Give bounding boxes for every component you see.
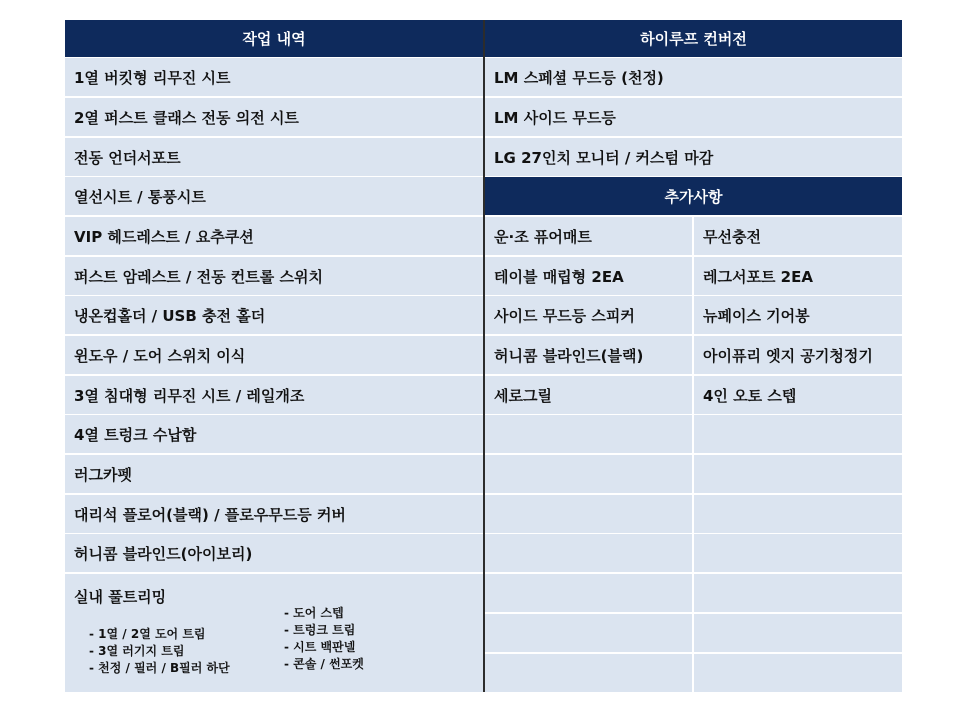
extra-item: 뉴페이스 기어봉 — [694, 296, 902, 334]
extra-item: 4인 오토 스텝 — [694, 376, 902, 414]
extra-item: 운·조 퓨어매트 — [485, 217, 692, 255]
trim-details-right — [284, 605, 364, 673]
trim-title: 실내 풀트리밍 — [74, 588, 167, 606]
work-item-7: 냉온컵홀더 / USB 충전 홀더 — [65, 296, 483, 334]
empty-cell — [485, 455, 692, 493]
empty-cell — [694, 614, 902, 652]
conversion-item-3: LG 27인치 모니터 / 커스텀 마감 — [485, 138, 902, 176]
work-item-9: 3열 침대형 리무진 시트 / 레일개조 — [65, 376, 483, 414]
empty-cell — [485, 534, 692, 572]
work-item-11: 러그카펫 — [65, 455, 483, 493]
trim-detail: - 1열 / 2열 도어 트림 — [89, 627, 206, 641]
work-item-12: 대리석 플로어(블랙) / 플로우무드등 커버 — [65, 495, 483, 533]
header-extras: 추가사항 — [485, 177, 902, 215]
extra-item: 세로그릴 — [485, 376, 692, 414]
extra-item: 레그서포트 2EA — [694, 257, 902, 295]
trim-detail: - 도어 스텝 — [284, 606, 344, 620]
empty-cell — [485, 614, 692, 652]
work-item-2: 2열 퍼스트 클래스 전동 의전 시트 — [65, 98, 483, 136]
work-item-3: 전동 언더서포트 — [65, 138, 483, 176]
header-conversion: 하이루프 컨버전 — [485, 20, 902, 57]
extra-item: 테이블 매립형 2EA — [485, 257, 692, 295]
trim-detail: - 시트 백판넬 — [284, 640, 356, 654]
trim-detail: - 천정 / 필러 / B필러 하단 — [89, 661, 230, 675]
conversion-item-1: LM 스페셜 무드등 (천정) — [485, 58, 902, 96]
work-item-1: 1열 버킷형 리무진 시트 — [65, 58, 483, 96]
extra-item: 사이드 무드등 스피커 — [485, 296, 692, 334]
trim-details-left — [89, 626, 230, 677]
work-item-14 — [65, 574, 483, 692]
work-item-5: VIP 헤드레스트 / 요추쿠션 — [65, 217, 483, 255]
empty-cell — [485, 415, 692, 453]
work-item-4: 열선시트 / 통풍시트 — [65, 177, 483, 215]
work-item-6: 퍼스트 암레스트 / 전동 컨트롤 스위치 — [65, 257, 483, 295]
extra-item: 무선충전 — [694, 217, 902, 255]
trim-detail: - 트렁크 트림 — [284, 623, 356, 637]
extra-item: 아이퓨리 엣지 공기청정기 — [694, 336, 902, 374]
empty-cell — [694, 574, 902, 612]
empty-cell — [485, 495, 692, 533]
empty-cell — [694, 415, 902, 453]
column-divider — [483, 20, 485, 692]
work-item-10: 4열 트렁크 수납함 — [65, 415, 483, 453]
trim-detail: - 콘솔 / 썬포켓 — [284, 657, 364, 671]
conversion-item-2: LM 사이드 무드등 — [485, 98, 902, 136]
empty-cell — [694, 455, 902, 493]
empty-cell — [485, 654, 692, 692]
work-item-8: 윈도우 / 도어 스위치 이식 — [65, 336, 483, 374]
empty-cell — [694, 495, 902, 533]
work-item-13: 허니콤 블라인드(아이보리) — [65, 534, 483, 572]
header-work: 작업 내역 — [65, 20, 483, 57]
trim-detail: - 3열 러기지 트림 — [89, 644, 185, 658]
empty-cell — [485, 574, 692, 612]
extra-item: 허니콤 블라인드(블랙) — [485, 336, 692, 374]
empty-cell — [694, 654, 902, 692]
empty-cell — [694, 534, 902, 572]
